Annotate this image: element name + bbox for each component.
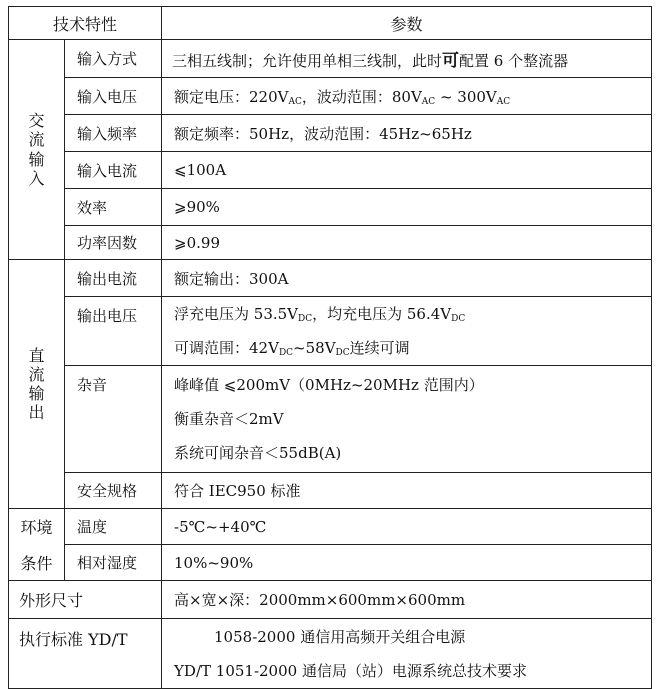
subscript: DC [335,348,350,358]
value-text: 1058-2000 通信用高频开关组合电源 [214,627,466,646]
row-label: 杂音 [65,366,162,473]
header-col1: 技术特性 [9,7,162,40]
value-line [174,620,651,654]
row-label-standard: 执行标准 YD/T [9,619,162,689]
table-row [9,226,652,260]
subscript: AC [496,96,511,107]
value-text: ~58V [293,339,336,357]
value-line [174,297,651,331]
row-label-size: 外形尺寸 [9,581,162,619]
row-label: 输入电流 [65,152,162,189]
row-value: ⩽100A [162,152,652,189]
table-row [9,366,652,473]
row-value: 10%~90% [162,545,652,581]
row-value: -5℃~+40℃ [162,509,652,545]
value-text: 浮充电压为 53.5V [174,305,299,323]
table-row [9,581,652,619]
row-value [162,366,652,473]
table-row [9,297,652,366]
subscript: DC [278,348,294,358]
row-value: 高×宽×深：2000mm×600mm×600mm [162,581,652,619]
value-text: 额定电压：220V [174,87,289,106]
spec-table [8,6,652,689]
row-value [162,40,652,78]
value-text: ~ 300V [435,87,497,106]
table-row [9,115,652,152]
category-label: 交流输入 [28,111,45,188]
header-row [9,7,652,40]
subscript: AC [421,96,436,107]
category-env-line2: 条件 [9,545,65,581]
row-value [162,78,652,115]
row-label: 输出电压 [65,297,162,366]
category-label: 直流输出 [28,345,45,423]
row-label: 输出电流 [65,260,162,297]
row-value [162,297,652,366]
value-line [174,331,651,365]
category-dc-output [9,260,65,509]
row-value: 额定频率：50Hz，波动范围：45Hz~65Hz [162,115,652,152]
row-label: 输入频率 [65,115,162,152]
row-value: 额定输出：300A [162,260,652,297]
row-label: 相对湿度 [65,545,162,581]
row-label: 效率 [65,189,162,226]
row-label: 温度 [65,509,162,545]
value-bold-text: 可 [442,51,460,71]
value-line: YD/T 1051-2000 通信局（站）电源系统总技术要求 [174,661,527,680]
table-row [9,78,652,115]
value-text: ，均充电压为 56.4V [312,305,452,323]
value-text: 可调范围：42V [174,339,279,357]
value-line: 衡重杂音＜2mV [174,410,284,428]
row-label: 安全规格 [65,473,162,509]
table-row [9,189,652,226]
value-text: 配置 6 个整流器 [459,52,569,70]
row-label: 功率因数 [65,226,162,260]
row-value: 符合 IEC950 标准 [162,473,652,509]
subscript: DC [298,314,313,324]
value-text: 连续可调 [349,339,410,357]
category-env-line1: 环境 [9,509,65,545]
table-row [9,473,652,509]
row-value: ⩾0.99 [162,226,652,260]
row-value [162,619,652,689]
table-row [9,260,652,297]
value-line: 系统可闻杂音＜55dB(A) [174,444,342,462]
table-row [9,40,652,78]
value-line: 峰峰值 ⩽200mV（0MHz~20MHz 范围内） [174,376,484,394]
table-row [9,152,652,189]
subscript: DC [451,314,466,324]
row-label: 输入电压 [65,78,162,115]
category-ac-input [9,40,65,260]
subscript: AC [288,96,302,107]
table-row [9,545,652,581]
value-text: 三相五线制；允许使用单相三线制，此时 [172,52,443,70]
table-row [9,619,652,689]
row-label: 输入方式 [65,40,162,78]
row-value: ⩾90% [162,189,652,226]
value-text: ，波动范围：80V [301,87,422,106]
header-col2: 参数 [162,7,652,40]
table-row [9,509,652,545]
